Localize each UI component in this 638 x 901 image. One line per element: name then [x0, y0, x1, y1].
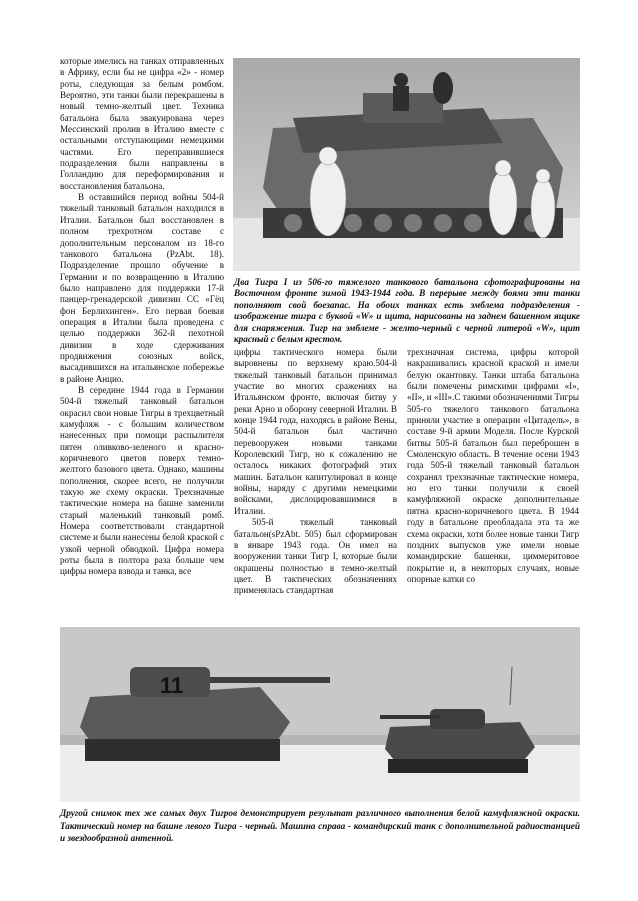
right-text-column — [407, 347, 579, 585]
left-text-column — [60, 56, 224, 578]
paragraph: которые имелись на танках отправленных в Африку, если бы не цифра «2» - номер роты, следующая за белым ромбом. Вероятно, эти танки были перекрашены в новый темно-желтый цвет. Техника батальона была эвакуирована через Мессинский пролив в Италию вместе с остальными отступающими немецкими частями. Его переправившиеся подразделения были направлены в Голландию для переформирования и восстановления батальона. — [60, 56, 224, 191]
tank-number-marking: 11 — [160, 673, 184, 698]
paragraph: В середине 1944 года в Германии 504-й тяжелый танковый батальон окрасил свои новые Тигры в трехцветный камуфляж - с большим количеством нанесенных при помощи распылителя пятен оливково-зеленого и красно-коричневого цветов поверх темно-желтого базового цвета. Однако, машины пополнения, скорее всего, не получили такую же схему окраски. Трехзначные тактические номера на башне заменили старый маленький танковый ромб. Номера соответствовали стандартной системе и были нанесены белой краской с узкой черной обводкой. Цифра номера роты была в полтора раза больше чем цифры номера взвода и танка, все — [60, 384, 224, 577]
photo-two-tigers-winter — [60, 627, 580, 802]
photo-caption-bottom: Другой снимок тех же самых двух Тигров демонстрирует результат различного выполнения белой камуфляжной окраски. Тактический номер на башне левого Тигра - черный. Машина справа - командирский танк с дополнительной радиостанцией и звездообразной антенной. — [60, 808, 580, 844]
paragraph: 505-й тяжелый танковый батальон(sPzAbt. 505) был сформирован в январе 1943 года. Он имел на вооружении танки Тигр I, которые были окрашены полностью в темно-желтый цвет. В тактических обозначениях применялась стандартная — [234, 517, 397, 596]
photo-caption-top: Два Тигра I из 506-го тяжелого танкового батальона сфотографированы на Восточном фронте зимой 1943-1944 года. В перерыве между боями эти танки пополняют свой боезапас. На обоих танках есть эмблема подразделения - изображение тигра с буквой «W» и щита, нарисованы на заднем башенном ящике для снаряжения. Тигр на эмблеме - желто-черный с черной литерой «W», щит красный с белым крестом. — [234, 277, 580, 345]
paragraph: цифры тактического номера были выровнены по верхнему краю.504-й тяжелый танковый батальон принимал участие во многих сражениях на Итальянском фронте, включая битву у реки Арно и оборону северной Италии. В конце 1944 года, находясь в районе Вены, 504-й батальон был частично перевооружен новыми танками Королевский Тигр, но к сожалению не осталось никаких фотографий этих машин. Батальон капитулировал в конце войны, наряду с другими немецкими войсками, дислоцировавшимися в Италии. — [234, 347, 397, 516]
middle-text-column — [234, 347, 397, 597]
paragraph: трехзначная система, цифры которой накрашивались красной краской и имели белую окантовку. Танки штаба батальона были помечены римскими цифрами «I», «II», и «III».С такими обозначениями Тигры 505-го тяжелого танкового батальона приняли участие в операции «Цитадель», в составе 9-й армии Моделя. После Курской битвы 505-й батальон был переброшен в Смоленскую область. В течение осени 1943 года 505-й тяжелый танковый батальон сохранял трехзначные тактические номера, но его танки получили к своей камуфляжной окраске дополнительные пятна красно-коричневого цвета. В 1944 году в батальоне преобладала эта та же схема окраски, хотя более новые танки Тигр поздних выпусков уже имели новые командирские башенки, циммеритовое покрытие и, в некоторых случаях, новые опорные катки со — [407, 347, 579, 584]
photo-tigers-rearming — [233, 58, 580, 271]
paragraph: В оставшийся период войны 504-й тяжелый танковый батальон находился в Италии. Батальон был восстановлен в полном трехротном составе с дополнительным персоналом из 18-го танкового батальона (PzAbt. 18). Подразделение прошло обучение в Германии и по возвращению в Италию было направлено для поддержки 17-й панцер-гренадерской дивизии СС «Гёц фон Берлихинген». Его первая боевая операция в Италии была проведена с целью поддержки 362-й пехотной дивизии в ходе сдерживания продвижения союзных войск, высадившихся на итальянское побережье в районе Анцио. — [60, 192, 224, 384]
